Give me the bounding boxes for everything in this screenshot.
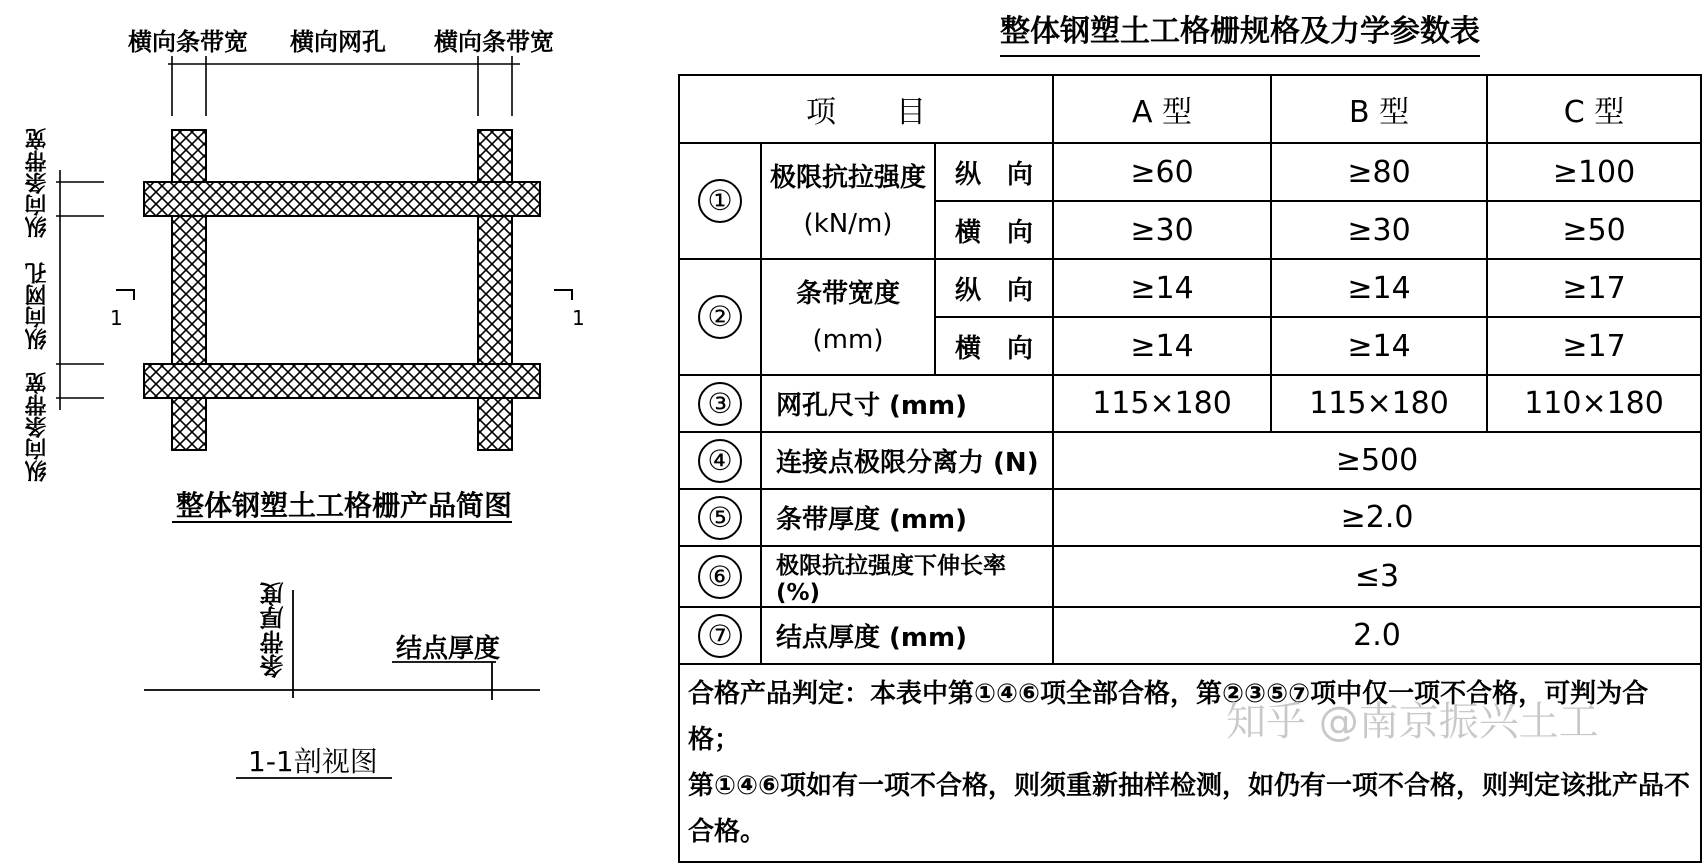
table-row [679, 259, 1701, 317]
row-unit: (mm) [812, 325, 884, 355]
grid-strips [144, 130, 540, 450]
watermark: 知乎 @南京振兴土工 [1226, 699, 1599, 745]
value-cell: ≥14 [1053, 317, 1271, 375]
row-name-cell [761, 259, 935, 375]
header-type-a: A 型 [1053, 75, 1271, 143]
row-name-cell [761, 143, 935, 259]
row-name: 条带宽度 [795, 279, 900, 309]
table-row [679, 143, 1701, 201]
grid-drawing [0, 0, 620, 786]
table-row [679, 489, 1701, 546]
value-cell: 2.0 [1053, 607, 1701, 664]
header-type-b: B 型 [1271, 75, 1487, 143]
value-cell: ≥30 [1271, 201, 1487, 259]
value-cell: 110×180 [1487, 375, 1701, 432]
horizontal-strip-bottom [144, 364, 540, 398]
value-cell: 115×180 [1271, 375, 1487, 432]
row-number-cell [679, 489, 761, 546]
value-cell: ≥17 [1487, 317, 1701, 375]
table-title [1000, 6, 1480, 50]
row-name: 连接点极限分离力 (N) [761, 432, 1053, 489]
row-name: 极限抗拉强度 [769, 163, 926, 193]
value-cell: ≥80 [1271, 143, 1487, 201]
value-cell: ≤3 [1053, 546, 1701, 607]
dim-label-transverse-mesh: 横向网孔 [290, 28, 386, 56]
table-row [679, 607, 1701, 664]
row-number-cell [679, 546, 761, 607]
row-number: ④ [698, 439, 742, 483]
row-number-cell [679, 375, 761, 432]
dim-label-transverse-strip-width-left: 横向条带宽 [128, 28, 248, 56]
section-mark-left: 1 [110, 306, 123, 330]
row-name: 极限抗拉强度下伸长率 (%) [761, 546, 1053, 607]
row-number-cell [679, 607, 761, 664]
row-number: ⑤ [698, 496, 742, 540]
section-view-caption: 1-1剖视图 [248, 745, 378, 778]
table-row [679, 375, 1701, 432]
value-cell: 115×180 [1053, 375, 1271, 432]
value-cell: ≥500 [1053, 432, 1701, 489]
value-cell: ≥50 [1487, 201, 1701, 259]
value-cell: ≥17 [1487, 259, 1701, 317]
row-number-cell [679, 432, 761, 489]
header-item: 项 目 [679, 75, 1053, 143]
row-unit: (kN/m) [803, 209, 893, 239]
value-cell: ≥14 [1271, 259, 1487, 317]
node-thickness-label: 结点厚度 [396, 634, 501, 664]
strip-thickness-label: 条带厚度 [260, 582, 288, 678]
row-number: ③ [698, 382, 742, 426]
table-row [679, 432, 1701, 489]
note-line-2: 第①④⑥项如有一项不合格，则须重新抽样检测，如仍有一项不合格，则判定该批产品不合格。 [688, 771, 1691, 847]
top-dimension [168, 56, 520, 116]
value-cell: ≥30 [1053, 201, 1271, 259]
value-cell: ≥100 [1487, 143, 1701, 201]
value-cell: ≥14 [1271, 317, 1487, 375]
value-cell: ≥14 [1053, 259, 1271, 317]
dim-label-longitudinal-strip-width-top: 纵向条带宽 [25, 128, 50, 238]
row-number-cell [679, 259, 761, 375]
header-type-c: C 型 [1487, 75, 1701, 143]
horizontal-strip-top [144, 182, 540, 216]
value-cell: ≥2.0 [1053, 489, 1701, 546]
table-title-text: 整体钢塑土工格栅规格及力学参数表 [1000, 14, 1480, 57]
diagram-caption: 整体钢塑土工格栅产品简图 [176, 489, 513, 522]
value-cell: ≥60 [1053, 143, 1271, 201]
direction-transverse: 横 向 [935, 201, 1053, 259]
row-number: ⑦ [698, 614, 742, 658]
dim-label-longitudinal-strip-width-bottom: 纵向条带宽 [25, 372, 50, 482]
dim-label-transverse-strip-width-right: 横向条带宽 [434, 28, 554, 56]
section-mark-right: 1 [572, 306, 585, 330]
row-number: ② [698, 295, 742, 339]
row-name: 条带厚度 (mm) [761, 489, 1053, 546]
direction-longitudinal: 纵 向 [935, 259, 1053, 317]
table-header-row [679, 75, 1701, 143]
row-number: ⑥ [698, 555, 742, 599]
table-row [679, 546, 1701, 607]
row-number: ① [698, 179, 742, 223]
row-name: 结点厚度 (mm) [761, 607, 1053, 664]
left-dimension [56, 170, 104, 410]
direction-longitudinal: 纵 向 [935, 143, 1053, 201]
note-line-1: 合格产品判定：本表中第①④⑥项全部合格，第②③⑤⑦项中仅一项不合格，可判为合格； [688, 679, 1649, 755]
dim-label-longitudinal-mesh: 纵向网孔 [25, 262, 50, 350]
vertical-strip-left [172, 130, 206, 450]
row-number-cell [679, 143, 761, 259]
row-name: 网孔尺寸 (mm) [761, 375, 1053, 432]
vertical-strip-right [478, 130, 512, 450]
direction-transverse: 横 向 [935, 317, 1053, 375]
